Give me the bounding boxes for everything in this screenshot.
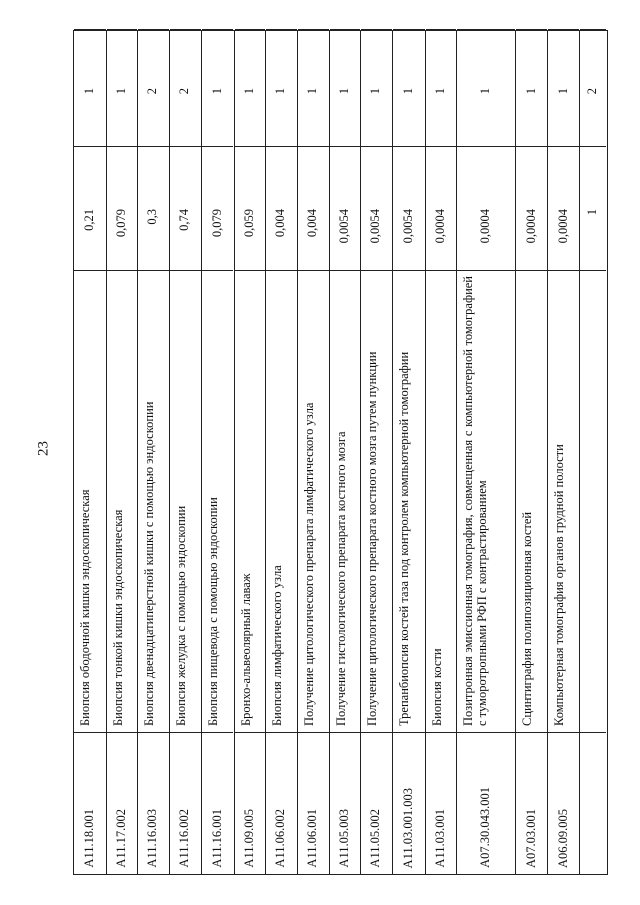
- cell-mult-text: 2: [585, 88, 600, 95]
- cell-coef: [298, 146, 329, 270]
- cell-code-text: A11.06.002: [273, 809, 288, 868]
- cell-code-text: A11.05.003: [336, 809, 351, 868]
- cell-name-text: Получение гистологического препарата костного мозга: [334, 431, 349, 726]
- cell-name-text: Трепанбиопсия костей таза под контролем компьютерной томографии: [397, 351, 412, 726]
- cell-mult-text: 1: [400, 88, 415, 95]
- cell-code: [170, 732, 201, 874]
- cell-name: [330, 270, 360, 732]
- cell-mult: [74, 29, 106, 146]
- cell-coef: [235, 146, 266, 270]
- cell-coef-text: 0,0054: [400, 208, 415, 243]
- cell-code: [330, 732, 360, 874]
- table-row: [137, 31, 169, 874]
- cell-name-text: Биопсия ободочной кишки эндоскопическая: [78, 489, 92, 726]
- cell-coef-text: 0,0004: [555, 208, 570, 243]
- cell-name-text: Биопсия лимфатического узла: [270, 565, 285, 726]
- cell-name-text: Получение цитологического препарата лимфатического узла: [301, 402, 316, 726]
- cell-code: [361, 732, 392, 874]
- cell-code: [457, 732, 515, 874]
- table-row: [456, 31, 515, 874]
- cell-code-text: A11.09.005: [241, 809, 256, 868]
- cell-mult: [580, 29, 606, 146]
- table-row: [515, 31, 547, 874]
- cell-code: [138, 732, 169, 874]
- cell-code: [426, 732, 457, 874]
- cell-coef: [266, 146, 297, 270]
- table-header-row: [579, 31, 606, 874]
- cell-coef-text: 0,059: [241, 208, 256, 237]
- table-row: [234, 31, 266, 874]
- cell-code: [235, 732, 266, 874]
- cell-name-text: [584, 276, 602, 726]
- cell-coef: [170, 146, 201, 270]
- cell-coef-text: 1: [585, 208, 600, 215]
- cell-name: [516, 270, 547, 732]
- cell-coef: [330, 146, 360, 270]
- cell-mult: [170, 29, 201, 146]
- cell-mult-text: 2: [177, 88, 192, 95]
- cell-mult-text: 1: [432, 88, 447, 95]
- table-row: [106, 31, 137, 874]
- cell-name: [202, 270, 233, 732]
- cell-name: [266, 270, 297, 732]
- cell-name-text: Позитронная эмиссионная томография, совмещенная с компьютерной томографией с туморотропными РФП с контрастированием: [461, 276, 490, 726]
- cell-mult: [516, 29, 547, 146]
- cell-code-text: A11.17.002: [114, 809, 129, 868]
- cell-coef: [202, 146, 233, 270]
- table-row: [201, 31, 233, 874]
- cell-name-text: Биопсия двенадцатиперстной кишки с помощью эндоскопии: [142, 401, 157, 726]
- table-row: [169, 31, 201, 874]
- cell-code-text: A11.16.003: [145, 809, 160, 868]
- cell-code: [74, 732, 106, 874]
- cell-name: [235, 270, 266, 732]
- cell-mult: [266, 29, 297, 146]
- cell-code-text: A07.03.001: [523, 808, 538, 868]
- cell-coef-text: 0,0004: [478, 208, 493, 243]
- cell-mult: [393, 29, 424, 146]
- cell-coef-text: 0,004: [305, 208, 320, 237]
- table-row: [547, 31, 579, 874]
- cell-mult-text: 1: [523, 88, 538, 95]
- table-row: [360, 31, 392, 874]
- cell-mult-text: 1: [241, 88, 256, 95]
- cell-code-text: A11.18.001: [82, 809, 97, 868]
- cell-name: [580, 270, 606, 732]
- cell-coef-text: 0,079: [209, 208, 224, 237]
- cell-mult: [548, 29, 579, 146]
- cell-coef-text: 0,004: [273, 208, 288, 237]
- cell-mult-text: 1: [82, 88, 97, 95]
- cell-code: [516, 732, 547, 874]
- cell-mult-text: 2: [145, 88, 160, 95]
- table-row: [265, 31, 297, 874]
- table-row: [425, 31, 457, 874]
- cell-coef: [457, 146, 515, 270]
- cell-name-text: Получение цитологического препарата костного мозга путем пункции: [364, 351, 379, 726]
- cell-coef: [361, 146, 392, 270]
- cell-mult: [426, 29, 457, 146]
- table-row: [392, 31, 424, 874]
- cell-name-text: Биопсия пищевода с помощью эндоскопии: [206, 497, 221, 726]
- cell-code-text: A11.03.001.003: [400, 787, 415, 868]
- cell-coef: [548, 146, 579, 270]
- cell-coef: [393, 146, 424, 270]
- cell-code: [580, 732, 606, 874]
- cell-code: [107, 732, 137, 874]
- cell-mult: [330, 29, 360, 146]
- cell-coef: [516, 146, 547, 270]
- cell-name: [426, 270, 457, 732]
- cell-coef-text: 0,74: [177, 208, 192, 231]
- cell-name: [457, 270, 515, 732]
- cell-code: [548, 732, 579, 874]
- cell-coef-text: 0,0004: [523, 208, 538, 243]
- cell-mult: [361, 29, 392, 146]
- cell-mult-text: 1: [368, 88, 383, 95]
- cell-mult-text: 1: [336, 88, 351, 95]
- cell-code-text: A07.30.043.001: [478, 787, 493, 868]
- cell-name: [74, 270, 106, 732]
- cell-name-text: Бронхо-альвеолярный лаваж: [238, 573, 253, 726]
- cell-name-text: Биопсия желудка с помощью эндоскопии: [173, 505, 188, 726]
- procedure-table: [73, 30, 608, 875]
- cell-coef: [580, 146, 606, 270]
- cell-code-text: A11.16.002: [177, 809, 192, 868]
- table-row: [329, 31, 360, 874]
- cell-code-text: A11.03.001: [432, 809, 447, 868]
- cell-mult: [138, 29, 169, 146]
- table-row: [297, 31, 329, 874]
- cell-mult-text: 1: [478, 88, 493, 95]
- cell-code: [266, 732, 297, 874]
- cell-name-text: Биопсия тонкой кишки эндоскопическая: [111, 509, 126, 726]
- cell-name: [361, 270, 392, 732]
- cell-mult-text: 1: [209, 88, 224, 95]
- cell-coef: [426, 146, 457, 270]
- cell-mult: [235, 29, 266, 146]
- cell-coef-text: 0,3: [145, 208, 160, 225]
- cell-mult-text: 1: [273, 88, 288, 95]
- cell-mult: [298, 29, 329, 146]
- cell-name: [298, 270, 329, 732]
- cell-code-text: A11.05.002: [368, 809, 383, 868]
- cell-code-text: A11.06.001: [305, 809, 320, 868]
- cell-name-text: Сцинтиграфия полипозиционная костей: [520, 511, 535, 726]
- cell-code: [393, 732, 424, 874]
- cell-coef: [74, 146, 106, 270]
- cell-name: [107, 270, 137, 732]
- cell-mult-text: 1: [114, 88, 129, 95]
- cell-mult-text: 1: [555, 88, 570, 95]
- cell-mult: [457, 29, 515, 146]
- cell-mult: [202, 29, 233, 146]
- cell-coef-text: 0,21: [82, 208, 97, 231]
- cell-name: [170, 270, 201, 732]
- cell-name: [393, 270, 424, 732]
- cell-coef-text: 0,0004: [432, 208, 447, 243]
- cell-code: [202, 732, 233, 874]
- cell-name-text: Биопсия кости: [429, 648, 444, 726]
- cell-coef-text: 0,0054: [368, 208, 383, 243]
- cell-coef-text: 0,0054: [336, 208, 351, 243]
- cell-name: [138, 270, 169, 732]
- cell-code-text: A06.09.005: [555, 808, 570, 868]
- cell-name: [548, 270, 579, 732]
- cell-code-text: A11.16.001: [209, 809, 224, 868]
- cell-code: [298, 732, 329, 874]
- cell-coef: [107, 146, 137, 270]
- cell-name-text: Компьютерная томография органов грудной полости: [551, 444, 566, 726]
- cell-coef: [138, 146, 169, 270]
- cell-mult-text: 1: [305, 88, 320, 95]
- cell-coef-text: 0,079: [114, 208, 129, 237]
- page-number: 23: [35, 441, 52, 456]
- table-row: [74, 31, 106, 874]
- cell-mult: [107, 29, 137, 146]
